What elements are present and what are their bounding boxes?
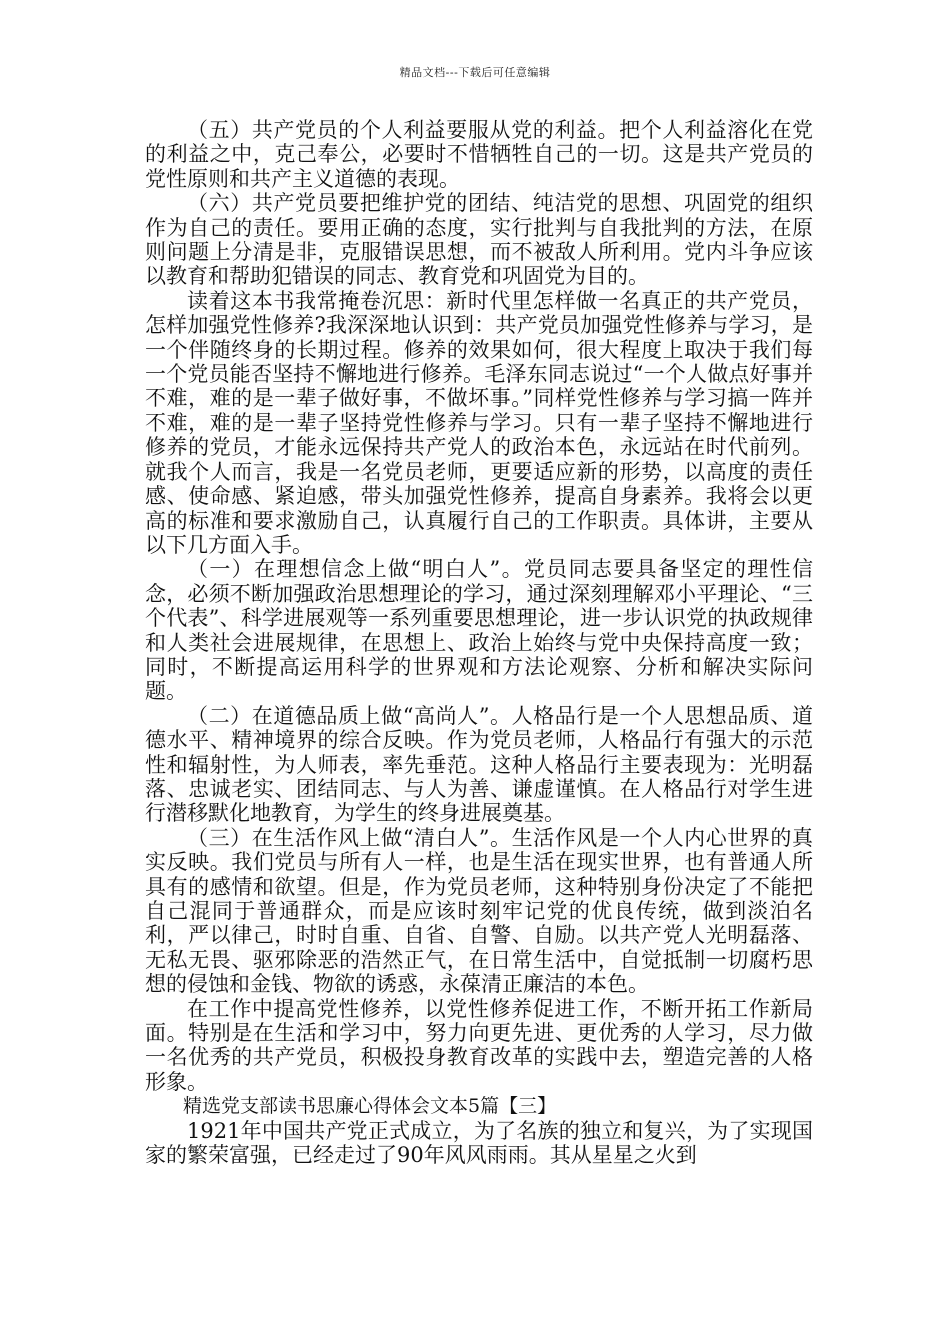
section-heading: 精选党支部读书思廉心得体会文本5篇【三】 xyxy=(183,1095,557,1118)
paragraph-five: （五）共产党员的个人利益要服从党的利益。把个人利益溶化在党的利益之中，克己奉公，必要时不惜牺牲自己的一切。这是共产党员的党性原则和共产主义道德的表现。 xyxy=(145,118,813,191)
paragraph-work: 在工作中提高党性修养，以党性修养促进工作，不断开拓工作新局面。特别是在生活和学习中，努力向更先进、更优秀的人学习，尽力做一名优秀的共产党员，积极投身教育改革的实践中去，塑造完善的人格形象。 xyxy=(145,996,813,1094)
paragraph-ideals: （一）在理想信念上做“明白人”。党员同志要具备坚定的理性信念，必须不断加强政治思想理论的学习，通过深刻理解邓小平理论、“三个代表”、科学进展观等一系列重要思想理论，进一步认识党的执政规律和人类社会进展规律，在思想上、政治上始终与党中央保持高度一致；同时，不断提高运用科学的世界观和方法论观察、分析和解决实际问题。 xyxy=(145,557,813,704)
paragraph-lifestyle: （三）在生活作风上做“清白人”。生活作风是一个人内心世界的真实反映。我们党员与所有人一样，也是生活在现实世界，也有普通人所具有的感情和欲望。但是，作为党员老师，这种特别身份决定了不能把自己混同于普通群众，而是应该时刻牢记党的优良传统，做到淡泊名利，严以律己，时时自重、自省、自警、自励。以共产党人光明磊落、无私无畏、驱邪除恶的浩然正气，在日常生活中，自觉抵制一切腐朽思想的侵蚀和金钱、物欲的诱惑，永葆清正廉洁的本色。 xyxy=(145,825,813,997)
document-body xyxy=(145,118,813,1167)
paragraph-history: 1921年中国共产党正式成立，为了名族的独立和复兴，为了实现国家的繁荣富强，已经走过了90年风风雨雨。其从星星之火到 xyxy=(145,1118,813,1168)
paragraph-six: （六）共产党员要把维护党的团结、纯洁党的思想、巩固党的组织作为自己的责任。要用正确的态度，实行批判与自我批判的方法，在原则问题上分清是非，克服错误思想，而不被敌人所利用。党内斗争应该以教育和帮助犯错误的同志、教育党和巩固党为目的。 xyxy=(145,191,813,289)
paragraph-reflection: 读着这本书我常掩卷沉思：新时代里怎样做一名真正的共产党员，怎样加强党性修养?我深深地认识到：共产党员加强党性修养与学习，是一个伴随终身的长期过程。修养的效果如何，很大程度上取决于我们每一个党员能否坚持不懈地进行修养。毛泽东同志说过“一个人做点好事并不难，难的是一辈子做好事，不做坏事。”同样党性修养与学习搞一阵并不难，难的是一辈子坚持党性修养与学习。只有一辈子坚持不懈地进行修养的党员，才能永远保持共产党人的政治本色，永远站在时代前列。就我个人而言，我是一名党员老师，更要适应新的形势，以高度的责任感、使命感、紧迫感，带头加强党性修养，提高自身素养。我将会以更高的标准和要求激励自己，认真履行自己的工作职责。具体讲，主要从以下几方面入手。 xyxy=(145,288,813,557)
paragraph-morality: （二）在道德品质上做“高尚人”。人格品行是一个人思想品质、道德水平、精神境界的综合反映。作为党员老师，人格品行有强大的示范性和辐射性，为人师表，率先垂范。这种人格品行主要表现为：光明磊落、忠诚老实、团结同志、与人为善、谦虚谨慎。在人格品行对学生进行潜移默化地教育，为学生的终身进展奠基。 xyxy=(145,703,813,826)
page-header: 精品文档---下载后可任意编辑 xyxy=(399,66,551,79)
